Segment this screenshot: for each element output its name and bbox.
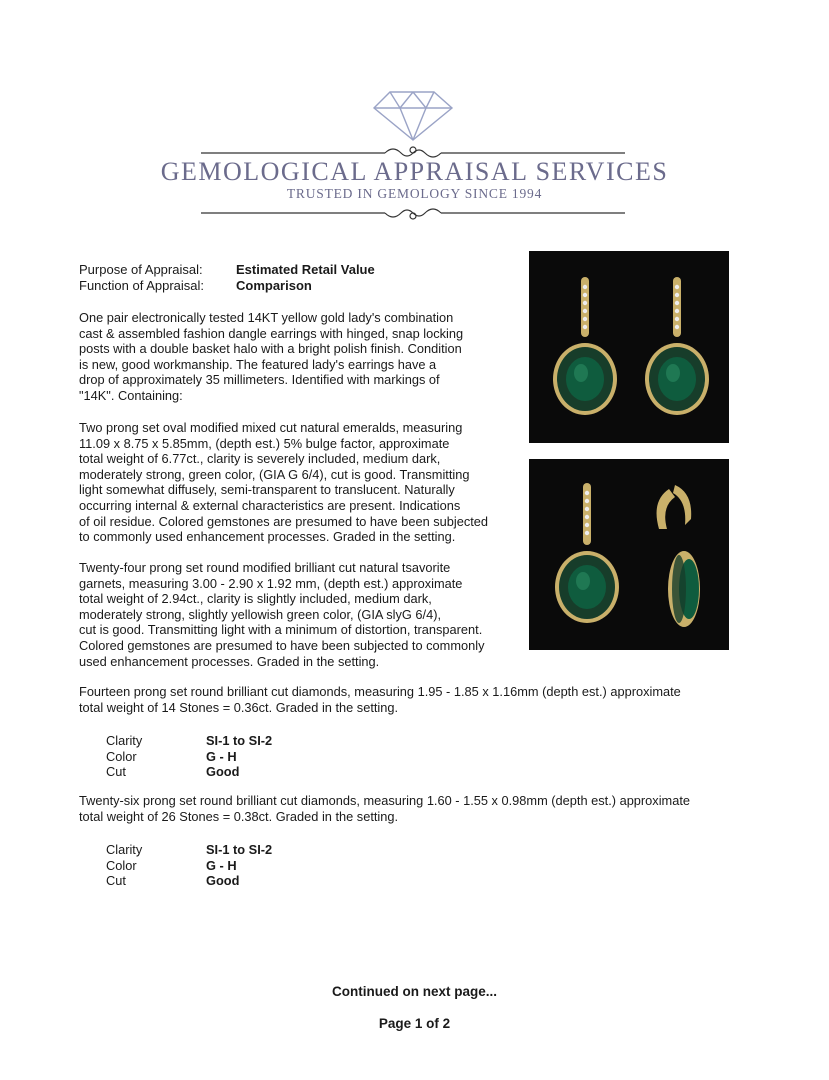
spec-value: G - H [206, 857, 237, 873]
earring-right [645, 277, 709, 415]
spec-row [106, 858, 272, 874]
spec-value: Good [206, 873, 240, 888]
appraisal-meta [79, 262, 375, 294]
spec-value: SI-1 to SI-2 [206, 842, 273, 857]
diamond-icon [0, 0, 829, 240]
earrings-front-photo [529, 251, 729, 443]
spec-label: Color [106, 857, 137, 873]
function-label: Function of Appraisal: [79, 278, 205, 293]
purpose-row [79, 262, 375, 278]
spec-value: Good [206, 764, 240, 779]
spec-row [106, 764, 272, 780]
spec-label: Clarity [106, 733, 143, 748]
spec-label: Cut [106, 764, 126, 779]
spec-row [106, 842, 272, 858]
function-value: Comparison [236, 278, 312, 293]
diamond-paragraph-1: Fourteen prong set round brilliant cut diamonds, measuring 1.95 - 1.85 x 1.16mm (depth est.) approximate total weight of 14 Stones = 0.36ct. Graded in the setting. [79, 684, 681, 715]
company-tagline: TRUSTED IN GEMOLOGY SINCE 1994 [286, 186, 543, 201]
diamond-specs-2 [106, 842, 272, 889]
emerald-paragraph: Two prong set oval modified mixed cut natural emeralds, measuring 11.09 x 8.75 x 5.85mm, (depth est.) 5% bulge factor, approximate total weight of 6.77ct., clarity is severely included, medium dark, moderately strong, green color, (GIA G 6/4), cut is good. Transmitting light somewhat diffusely, semi-transparent to translucent. Naturally occurring internal & external characteristics are present. Indications of oil residue. Colored gemstones are presumed to have been subjected to commonly used enhancement processes. Graded in the setting. [79, 420, 489, 545]
function-row [79, 278, 375, 294]
spec-row [106, 873, 272, 889]
spec-row [106, 749, 272, 765]
spec-label: Clarity [106, 842, 143, 857]
spec-row [106, 733, 272, 749]
earring-profile-view [657, 485, 700, 627]
spec-value: G - H [206, 748, 237, 764]
earrings-side-photo [529, 459, 729, 650]
spec-label: Cut [106, 873, 126, 888]
garnet-paragraph: Twenty-four prong set round modified brilliant cut natural tsavorite garnets, measuring 3.00 - 2.90 x 1.92 mm, (depth est.) approximate total weight of 2.94ct., clarity is slightly included, medium dark, moderately strong, slightly yellowish green color, (GIA slyG 6/4), cut is good. Transmitting light with a minimum of distortion, transparent. Colored gemstones are presumed to have been subjected to commonly used enhancement processes. Graded in the setting. [79, 560, 485, 669]
continued-notice: Continued on next page... [332, 984, 497, 999]
diamond-specs-1 [106, 733, 272, 780]
spec-value: SI-1 to SI-2 [206, 733, 273, 748]
spec-label: Color [106, 748, 137, 764]
intro-paragraph: One pair electronically tested 14KT yellow gold lady's combination cast & assembled fashion dangle earrings with hinged, snap locking posts with a double basket halo with a bright polish finish. Condition is new, good workmanship. The featured lady's earrings have a drop of approximately 35 millimeters. Identified with markings of "14K". Containing: [79, 310, 464, 403]
page-number: Page 1 of 2 [378, 1016, 451, 1031]
purpose-value: Estimated Retail Value [236, 262, 375, 277]
company-logo [0, 0, 829, 240]
diamond-paragraph-2: Twenty-six prong set round brilliant cut diamonds, measuring 1.60 - 1.55 x 0.98mm (depth est.) approximate total weight of 26 Stones = 0.38ct. Graded in the setting. [79, 793, 690, 824]
earring-left [553, 277, 617, 415]
earring-front-view [555, 483, 619, 623]
purpose-label: Purpose of Appraisal: [79, 262, 203, 277]
company-name: GEMOLOGICAL APPRAISAL SERVICES [160, 157, 669, 186]
